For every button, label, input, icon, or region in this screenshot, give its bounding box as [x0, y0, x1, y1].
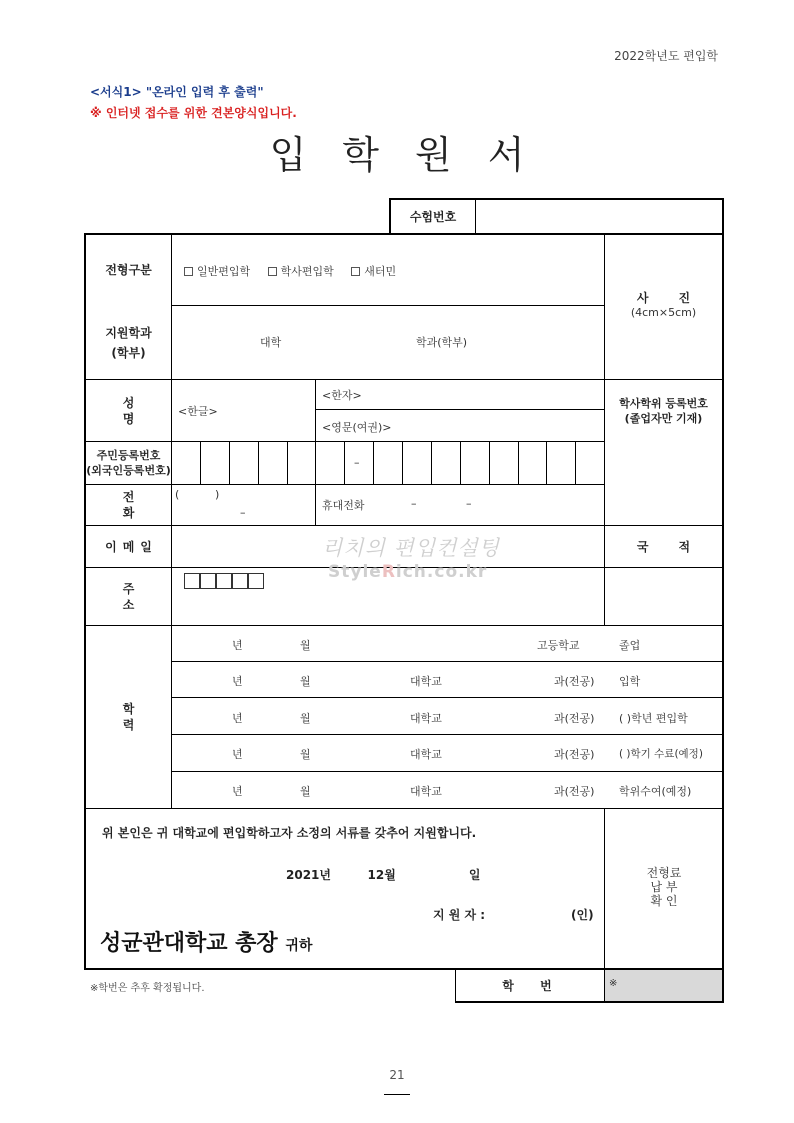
- zipcode-digit[interactable]: [200, 573, 216, 589]
- edu-row-4-year: 년: [232, 748, 243, 761]
- seal-mark: (인): [571, 908, 594, 922]
- edu-row-2-status: 입학: [619, 675, 641, 688]
- university-suffix: 대학: [260, 336, 282, 349]
- type-option-defector[interactable]: 새터민: [351, 265, 396, 278]
- edu-row-2-major: 과(전공): [554, 675, 595, 688]
- student-number-label: 학 번: [502, 978, 558, 993]
- phone-label: 전화: [122, 490, 165, 520]
- edu-row-3-major: 과(전공): [554, 712, 595, 725]
- watermark-text: 리치의 편입컨설팅: [322, 536, 500, 560]
- edu-row-3-status: ( )학년 편입학: [619, 712, 688, 725]
- footnote: ※학번은 추후 확정됩니다.: [90, 983, 205, 994]
- edu-row-2-school: 대학교: [410, 675, 442, 688]
- degree-registration-label: 학사학위 등록번호 (졸업자만 기재): [619, 396, 708, 425]
- email-label: 이메일: [105, 539, 158, 554]
- phone-area-open: (: [175, 488, 180, 501]
- application-date: 2021년 12월 일: [286, 868, 481, 882]
- phone-dash: –: [240, 506, 246, 519]
- zipcode-digit[interactable]: [232, 573, 248, 589]
- edu-row-4-status: ( )학기 수료(예정): [619, 748, 703, 760]
- zipcode-digit[interactable]: [184, 573, 200, 589]
- mobile-label: 휴대전화: [322, 499, 365, 512]
- edu-row-4-month: 월: [300, 748, 311, 761]
- edu-row-4-major: 과(전공): [554, 748, 595, 761]
- mobile-dash-2: –: [466, 497, 472, 510]
- name-english-field[interactable]: <영문(여권)>: [322, 421, 392, 434]
- name-chinese-field[interactable]: <한자>: [322, 389, 362, 402]
- mobile-dash-1: –: [411, 497, 417, 510]
- edu-row-3-school: 대학교: [410, 712, 442, 725]
- page-number-underline: [384, 1094, 410, 1095]
- form-title: 입학원서: [269, 133, 561, 177]
- name-korean-field[interactable]: <한글>: [178, 405, 218, 418]
- zipcode-digit[interactable]: [248, 573, 264, 589]
- edu-row-4-school: 대학교: [410, 748, 442, 761]
- nationality-label: 국적: [636, 539, 721, 554]
- edu-row-3-month: 월: [300, 712, 311, 725]
- form-number-note: <서식1> "온라인 입력 후 출력": [90, 85, 264, 99]
- department-suffix: 학과(학부): [416, 336, 468, 349]
- edu-row-3-year: 년: [232, 712, 243, 725]
- rrn-label: 주민등록번호 (외국인등록번호): [86, 449, 171, 477]
- exam-number-field[interactable]: [476, 200, 722, 233]
- type-option-general[interactable]: 일반편입학: [184, 265, 250, 278]
- edu-row-2-year: 년: [232, 675, 243, 688]
- checkbox-icon: [184, 267, 193, 276]
- exam-number-label: 수험번호: [409, 209, 457, 224]
- edu-row-5-status: 학위수여(예정): [619, 785, 692, 798]
- edu-row-5-month: 월: [300, 785, 311, 798]
- name-label: 성명: [122, 395, 165, 426]
- photo-label: 사진: [636, 291, 721, 305]
- edu-row-5-major: 과(전공): [554, 785, 595, 798]
- address-label: 주소: [122, 581, 165, 612]
- zipcode-boxes[interactable]: [184, 573, 264, 589]
- edu-row-2-month: 월: [300, 675, 311, 688]
- page-number: 21: [389, 1068, 405, 1082]
- applicant-label: 지 원 자 :: [433, 908, 486, 922]
- watermark-url: StyleRich.co.kr: [328, 562, 488, 582]
- zipcode-digit[interactable]: [216, 573, 232, 589]
- edu-row-1-school: 고등학교: [537, 639, 580, 652]
- edu-row-1-year: 년: [232, 639, 243, 652]
- type-option-bachelor[interactable]: 학사편입학: [268, 265, 334, 278]
- type-label: 전형구분: [105, 263, 152, 277]
- document-header: 2022학년도 편입학: [614, 49, 718, 63]
- type-options: [184, 263, 410, 279]
- oath-statement: 위 본인은 귀 대학교에 편입학하고자 소정의 서류를 갖추어 지원합니다.: [102, 826, 477, 840]
- edu-row-5-school: 대학교: [410, 785, 442, 798]
- fee-confirmation: 전형료 납 부 확 인: [646, 866, 682, 908]
- checkbox-icon: [268, 267, 277, 276]
- edu-row-1-month: 월: [300, 639, 311, 652]
- photo-size: (4cm×5cm): [630, 306, 697, 319]
- sample-form-note: ※ 인터넷 접수를 위한 견본양식입니다.: [90, 106, 297, 120]
- department-label: 지원학과 (학부): [105, 325, 152, 360]
- edu-row-5-year: 년: [232, 785, 243, 798]
- education-label: 학력: [122, 702, 165, 732]
- phone-area-close: ): [215, 488, 220, 501]
- rrn-dash: –: [354, 456, 360, 469]
- student-number-mark: ※: [609, 978, 618, 989]
- checkbox-icon: [351, 267, 360, 276]
- addressee: 성균관대학교 총장 귀하: [100, 931, 313, 956]
- edu-row-1-status: 졸업: [619, 639, 641, 652]
